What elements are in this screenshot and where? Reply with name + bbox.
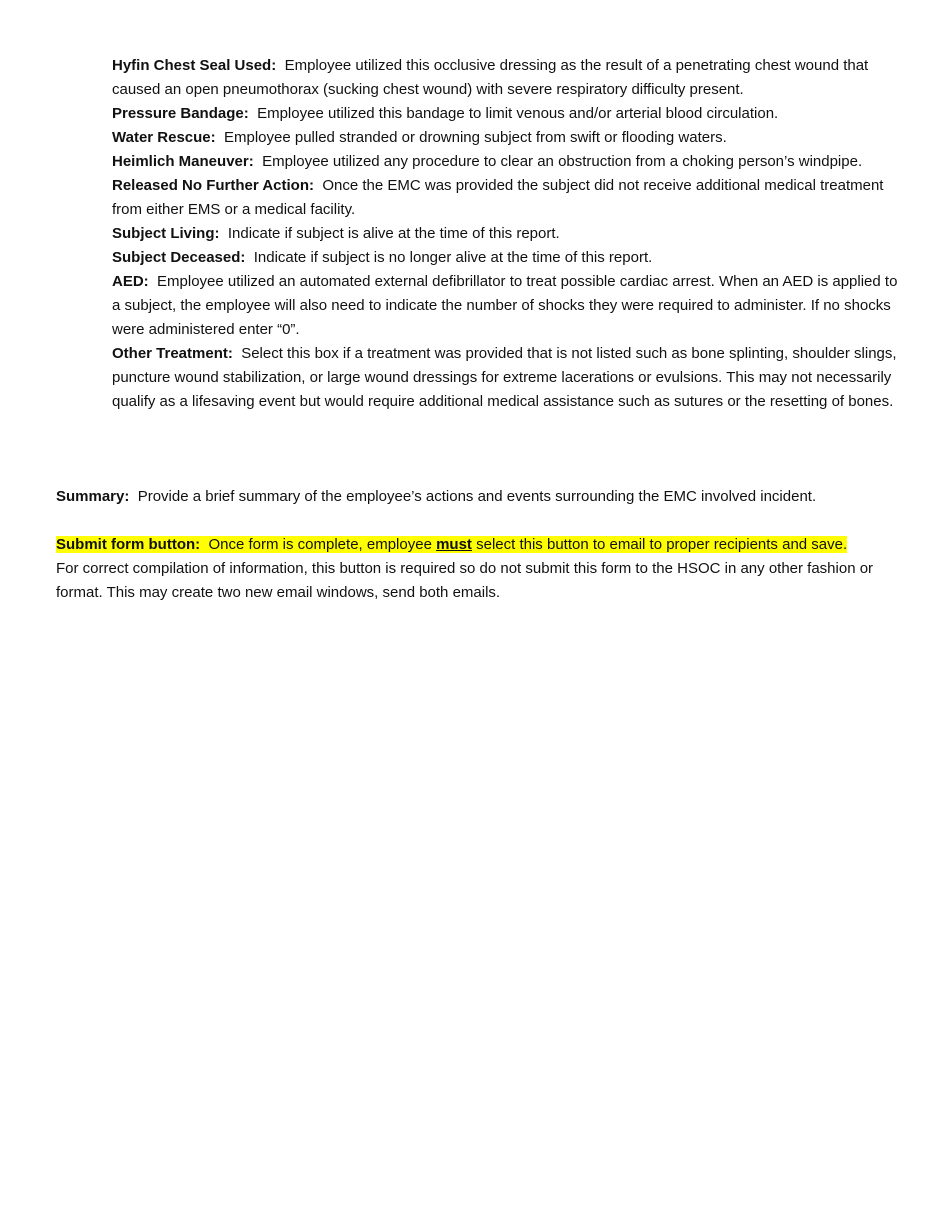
submit-text-before: Once form is complete, employee [208, 536, 432, 553]
submit-text-after: select this button to email to proper recipients and save. [476, 536, 848, 553]
highlighted-instruction [56, 536, 847, 553]
summary-term: Summary: [56, 488, 130, 505]
definition-pressure-bandage [112, 102, 902, 126]
definition-other-treatment [112, 342, 902, 414]
definition-term: Pressure Bandage: [112, 105, 249, 122]
definition-text: Employee utilized this occlusive dressing as the result of a penetrating chest wound that caused an open pneumothorax (sucking chest wound) with severe respiratory difficulty present. [112, 57, 869, 98]
submit-term: Submit form button: [56, 536, 201, 553]
definition-text: Select this box if a treatment was provided that is not listed such as bone splinting, shoulder slings, puncture wound stabilization, or large wound dressings for extreme lacerations or evulsions. This may not necessarily qualify as a lifesaving event but would require additional medical assistance such as sutures or the resetting of bones. [112, 345, 897, 410]
definition-text: Indicate if subject is no longer alive at the time of this report. [253, 249, 653, 266]
definition-text: Employee utilized this bandage to limit venous and/or arterial blood circulation. [257, 105, 779, 122]
definition-text: Once the EMC was provided the subject did not receive additional medical treatment from either EMS or a medical facility. [112, 177, 884, 218]
definition-text: Employee utilized any procedure to clear an obstruction from a choking person’s windpipe. [262, 153, 863, 170]
definition-released-no-further-action [112, 174, 902, 222]
definition-text: Indicate if subject is alive at the time of this report. [227, 225, 560, 242]
summary-text: Provide a brief summary of the employee’s actions and events surrounding the EMC involved incident. [137, 488, 817, 505]
definition-term: Heimlich Maneuver: [112, 153, 254, 170]
definition-subject-living [112, 222, 902, 246]
definition-term: Water Rescue: [112, 129, 216, 146]
definition-text: Employee pulled stranded or drowning subject from swift or flooding waters. [224, 129, 727, 146]
definition-water-rescue [112, 126, 902, 150]
definition-subject-deceased [112, 246, 902, 270]
submit-form-paragraph [56, 533, 896, 605]
definition-heimlich-maneuver [112, 150, 902, 174]
definition-term: Hyfin Chest Seal Used: [112, 57, 277, 74]
submit-rest-text: For correct compilation of information, this button is required so do not submit this form to the HSOC in any other fashion or format. This may create two new email windows, send both emails. [56, 560, 874, 601]
definition-term: Subject Living: [112, 225, 220, 242]
definition-term: Released No Further Action: [112, 177, 314, 194]
treatment-definitions [112, 54, 902, 414]
definition-term: Subject Deceased: [112, 249, 246, 266]
definition-term: AED: [112, 273, 149, 290]
definition-aed [112, 270, 902, 342]
definition-hyfin-chest-seal [112, 54, 902, 102]
definition-text: Employee utilized an automated external defibrillator to treat possible cardiac arrest. When an AED is applied to a subject, the employee will also need to indicate the number of shocks they were required to administer. If no shocks were administered enter “0”. [112, 273, 898, 338]
definition-term: Other Treatment: [112, 345, 233, 362]
must-emphasis: must [436, 536, 472, 553]
summary-paragraph [56, 485, 906, 509]
